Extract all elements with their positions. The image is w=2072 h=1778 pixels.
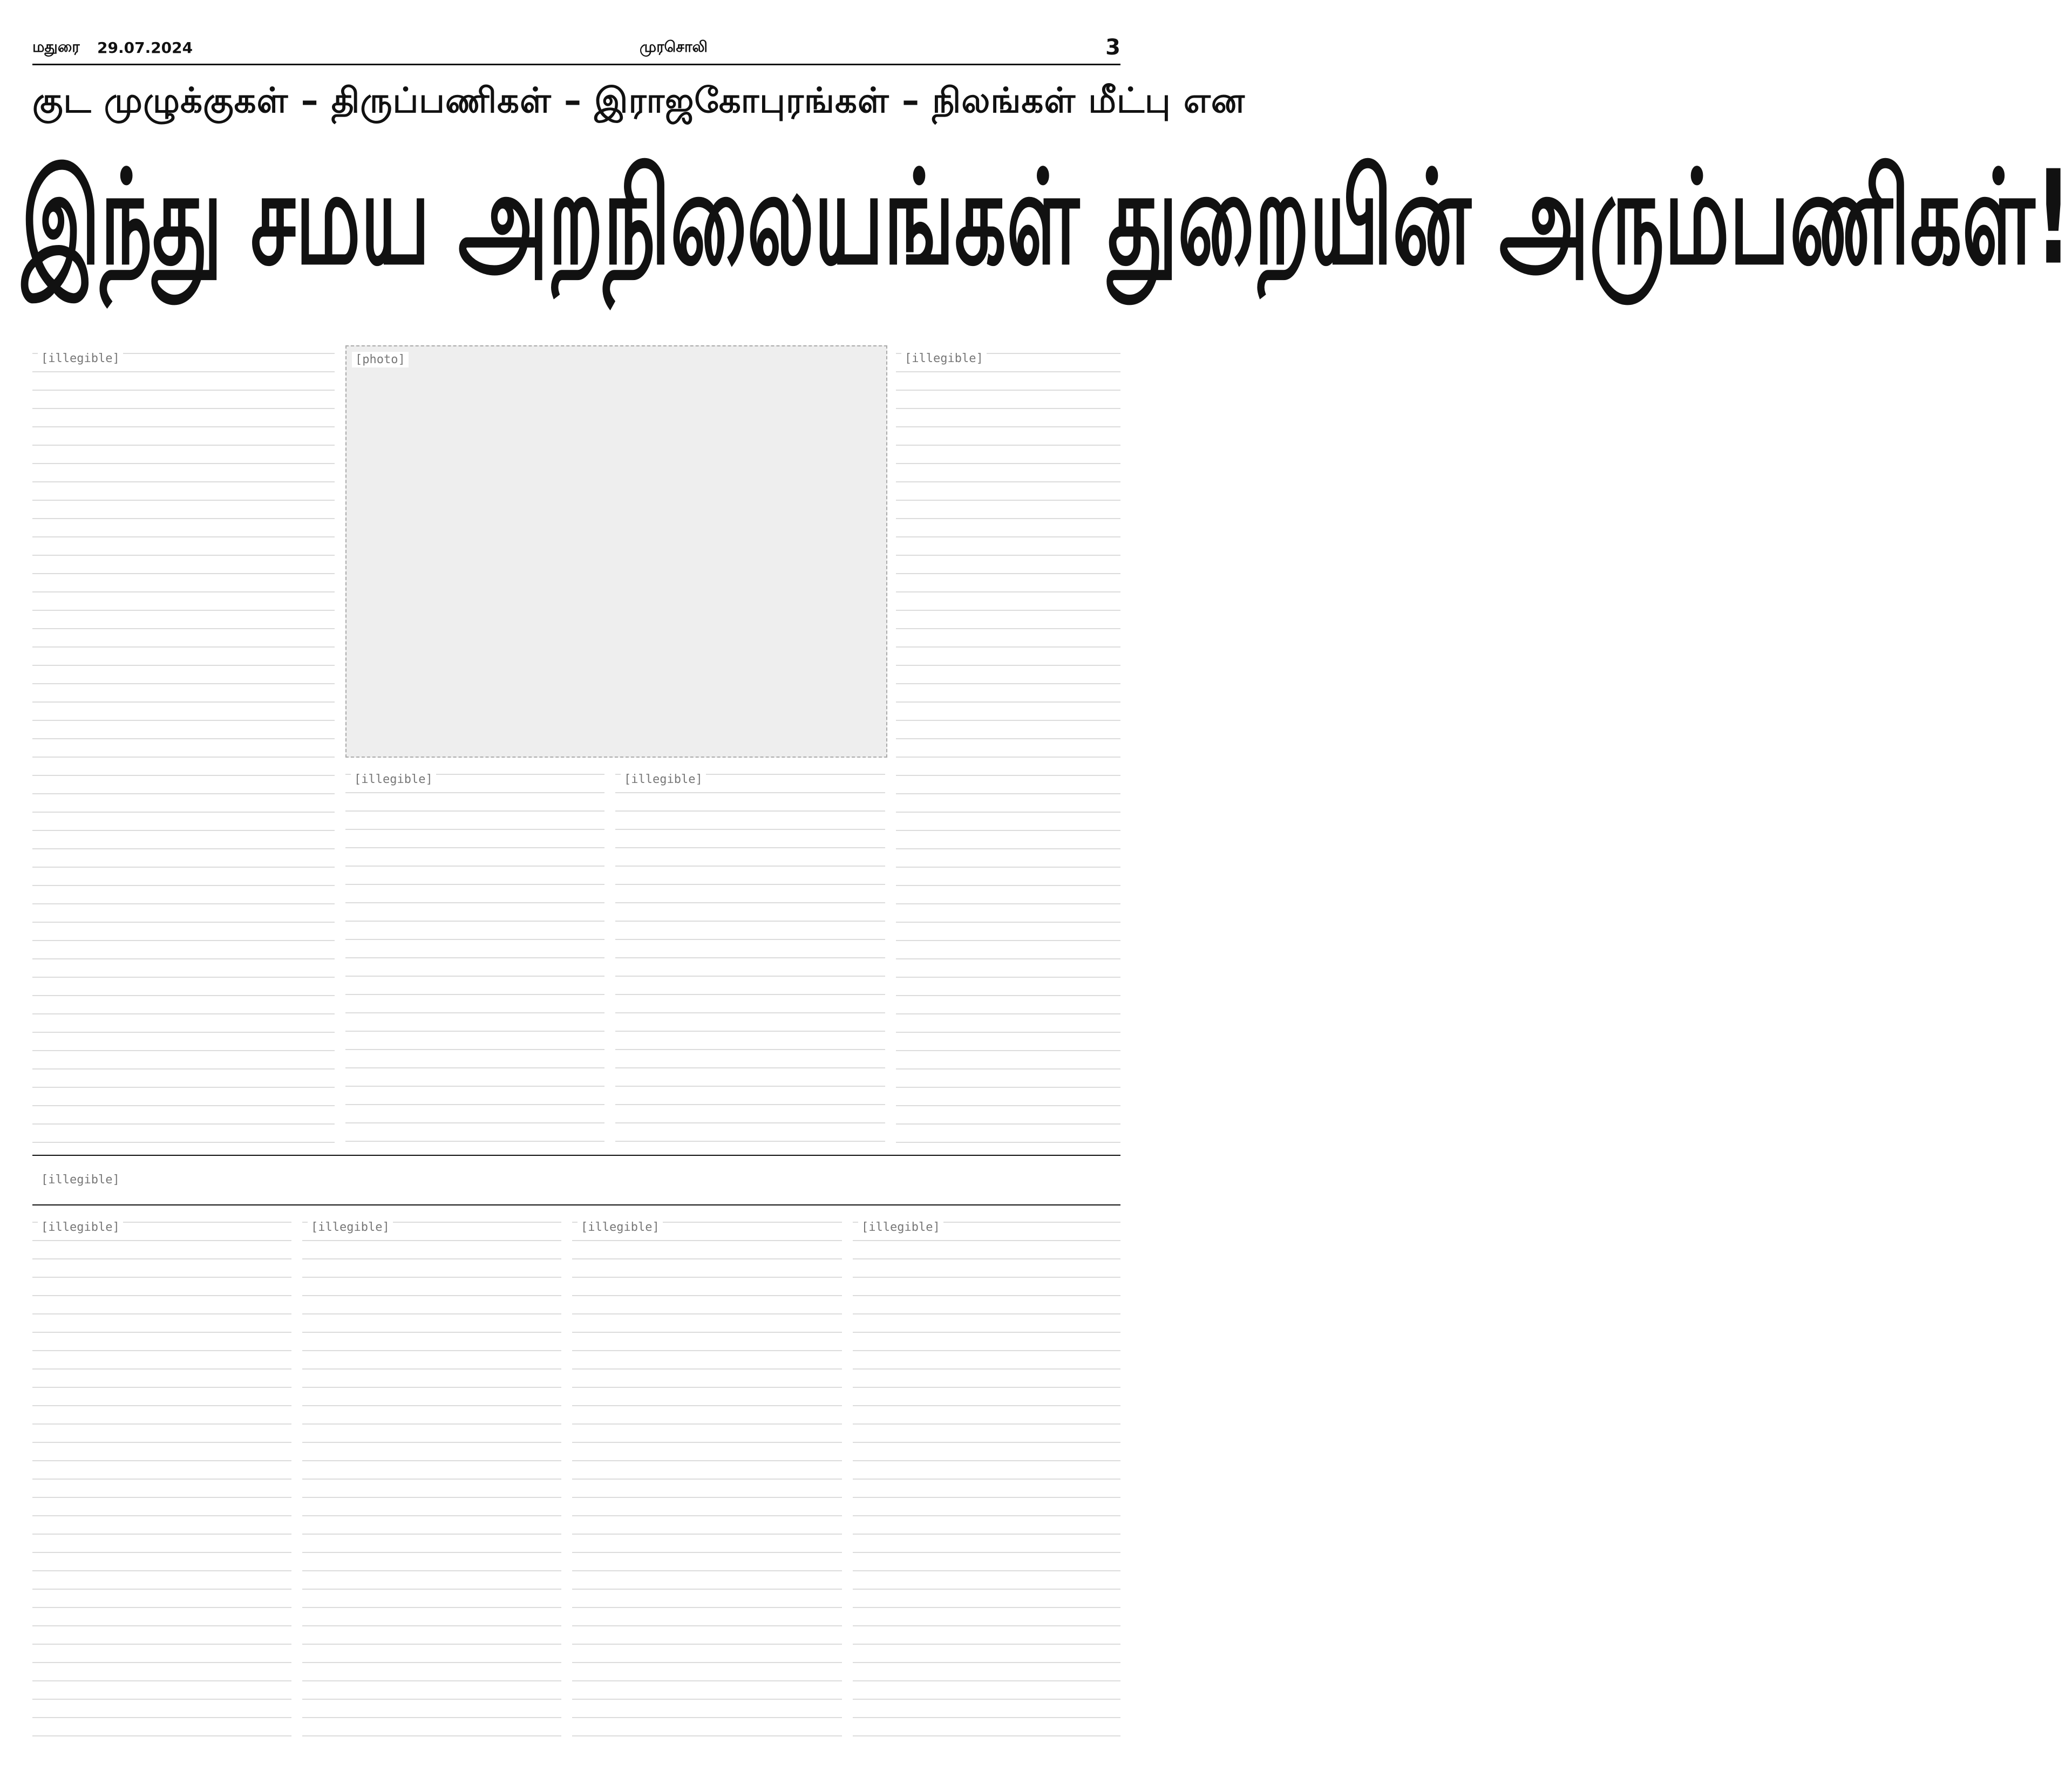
kicker: குட முழுக்குகள் – திருப்பணிகள் – இராஜகோபுரங்கள் – நிலங்கள் மீட்பு என bbox=[32, 81, 1245, 121]
body-column-4 bbox=[896, 345, 1120, 1144]
body-column-6-placeholder: [illegible] bbox=[308, 1220, 393, 1235]
photo bbox=[345, 345, 887, 758]
body-column-2 bbox=[345, 766, 604, 1144]
body-column-3-placeholder: [illegible] bbox=[621, 772, 706, 787]
body-column-8-placeholder: [illegible] bbox=[858, 1220, 943, 1235]
body-column-2-placeholder: [illegible] bbox=[351, 772, 436, 787]
body-column-5-placeholder: [illegible] bbox=[38, 1220, 123, 1235]
body-column-7-placeholder: [illegible] bbox=[578, 1220, 663, 1235]
body-column-5 bbox=[32, 1214, 291, 1754]
masthead-paper-name: முரசொலி bbox=[640, 37, 708, 56]
masthead-rule bbox=[32, 64, 1120, 65]
body-column-3 bbox=[615, 766, 885, 1144]
headline: இந்து சமய அறநிலையங்கள் துறையின் அரும்பணிகள்! bbox=[22, 143, 2072, 294]
body-column-7 bbox=[572, 1214, 842, 1754]
masthead-page-number: 3 bbox=[1105, 35, 1120, 60]
body-column-1 bbox=[32, 345, 335, 1144]
body-column-4-placeholder: [illegible] bbox=[901, 351, 987, 366]
body-column-8 bbox=[853, 1214, 1120, 1754]
photo-caption-placeholder: [illegible] bbox=[38, 1172, 123, 1188]
photo-caption bbox=[32, 1155, 1120, 1205]
masthead-date: 29.07.2024 bbox=[97, 38, 193, 57]
photo-placeholder: [photo] bbox=[352, 352, 409, 367]
body-column-1-placeholder: [illegible] bbox=[38, 351, 123, 366]
body-column-6 bbox=[302, 1214, 561, 1754]
masthead-city: மதுரை bbox=[32, 37, 80, 56]
